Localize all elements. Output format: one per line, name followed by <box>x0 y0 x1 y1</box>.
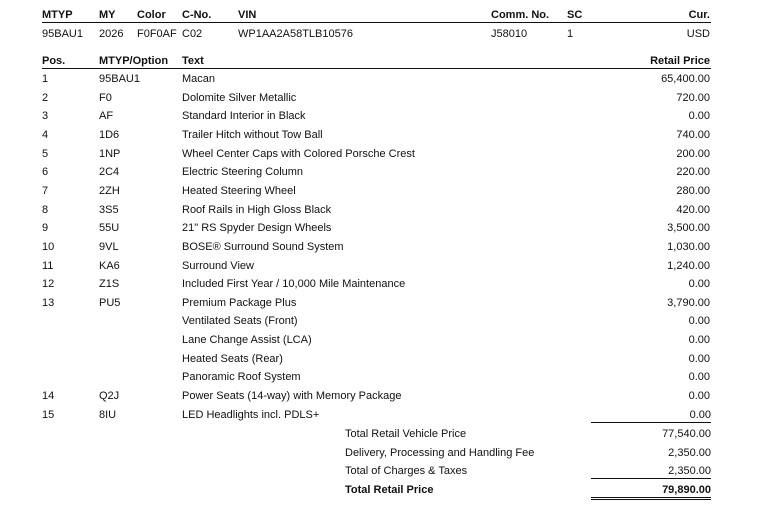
row-code: Q2J <box>99 390 120 403</box>
row-text: Standard Interior in Black <box>182 110 306 123</box>
row-pos: 4 <box>42 128 49 141</box>
header-label-vin: VIN <box>238 9 257 21</box>
row-text: Lane Change Assist (LCA) <box>182 334 312 347</box>
row-price: 3,790.00 <box>667 296 710 309</box>
row-text: Electric Steering Column <box>182 166 304 179</box>
row-pos: 15 <box>42 408 55 421</box>
header-label-cno: C-No. <box>182 9 212 21</box>
row-price: 0.00 <box>688 315 710 328</box>
row-text: Roof Rails in High Gloss Black <box>182 203 332 216</box>
options-header-pos: Pos. <box>42 55 66 67</box>
row-code: KA6 <box>99 259 120 272</box>
total-value: 2,350.00 <box>591 464 711 479</box>
row-price: 200.00 <box>676 147 710 160</box>
total-retail-price-label: Total Retail Price <box>345 483 434 496</box>
row-code: 2ZH <box>99 184 120 197</box>
row-code: PU5 <box>99 296 121 309</box>
options-header-code: MTYP/Option <box>99 55 169 67</box>
row-price: 420.00 <box>676 203 710 216</box>
header-value-color: F0F0AF <box>137 28 177 40</box>
row-price: 720.00 <box>676 91 710 104</box>
row-pos: 5 <box>42 147 49 160</box>
row-price: 0.00 <box>688 278 710 291</box>
row-code: Z1S <box>99 278 120 291</box>
row-code: 55U <box>99 222 120 235</box>
total-label: Delivery, Processing and Handling Fee <box>345 446 535 459</box>
row-code: 9VL <box>99 240 119 253</box>
header-value-my: 2026 <box>99 28 124 40</box>
row-pos: 9 <box>42 222 49 235</box>
options-header-divider <box>42 68 711 69</box>
row-price: 1,030.00 <box>667 240 710 253</box>
row-code: F0 <box>99 91 112 104</box>
total-label: Total of Charges & Taxes <box>345 465 468 478</box>
row-pos: 11 <box>42 259 54 272</box>
header-divider <box>42 22 711 23</box>
row-text: LED Headlights incl. PDLS+ <box>182 408 320 421</box>
header-value-vin: WP1AA2A58TLB10576 <box>238 28 353 40</box>
row-text: Heated Steering Wheel <box>182 184 296 197</box>
row-text: Ventilated Seats (Front) <box>182 315 298 328</box>
row-pos: 3 <box>42 110 49 123</box>
row-price: 280.00 <box>676 184 710 197</box>
header-value-commno: J58010 <box>491 28 528 40</box>
header-value-currency: USD <box>686 28 710 40</box>
total-retail-price-value: 79,890.00 <box>591 483 711 500</box>
row-price: 0.00 <box>688 334 710 347</box>
row-text: Macan <box>182 73 216 85</box>
row-pos: 12 <box>42 278 55 291</box>
row-code: 1NP <box>99 147 121 160</box>
row-text: Wheel Center Caps with Colored Porsche Crest <box>182 147 415 160</box>
row-price: 0.00 <box>688 390 710 403</box>
row-price: 1,240.00 <box>667 259 710 272</box>
row-text: Trailer Hitch without Tow Ball <box>182 128 323 141</box>
row-code: 95BAU1 <box>99 73 140 85</box>
row-code: 1D6 <box>99 128 120 141</box>
row-price: 3,500.00 <box>667 222 710 235</box>
options-header-price: Retail Price <box>650 55 710 67</box>
row-text: Included First Year / 10,000 Mile Maintenance <box>182 278 406 291</box>
header-value-cno: C02 <box>182 28 203 40</box>
total-label: Total Retail Vehicle Price <box>345 428 467 440</box>
row-pos: 1 <box>42 73 49 85</box>
header-label-currency: Cur. <box>688 9 710 21</box>
row-pos: 2 <box>42 91 49 104</box>
row-code: 3S5 <box>99 203 119 216</box>
row-pos: 7 <box>42 184 49 197</box>
row-pos: 13 <box>42 296 55 309</box>
row-text: 21" RS Spyder Design Wheels <box>182 222 332 235</box>
row-price: 0.00 <box>688 371 710 384</box>
header-label-commno: Comm. No. <box>491 9 550 21</box>
row-text: Surround View <box>182 259 254 272</box>
row-price: 0.00 <box>688 110 710 123</box>
row-pos: 8 <box>42 203 49 216</box>
row-price: 0.00 <box>591 408 711 423</box>
row-text: Dolomite Silver Metallic <box>182 91 297 104</box>
row-text: Panoramic Roof System <box>182 371 301 384</box>
header-value-sc: 1 <box>567 28 574 40</box>
row-text: Premium Package Plus <box>182 296 297 309</box>
row-pos: 14 <box>42 390 55 403</box>
options-header-text: Text <box>182 55 204 67</box>
row-text: Heated Seats (Rear) <box>182 352 283 365</box>
row-pos: 6 <box>42 166 49 179</box>
total-value: 2,350.00 <box>668 446 711 459</box>
row-text: BOSE® Surround Sound System <box>182 240 344 253</box>
row-code: 8IU <box>99 408 117 421</box>
header-label-sc: SC <box>567 9 583 21</box>
row-code: 2C4 <box>99 166 120 179</box>
row-price: 220.00 <box>676 166 710 179</box>
header-label-color: Color <box>137 9 166 21</box>
row-price: 65,400.00 <box>661 73 710 85</box>
header-label-mtyp: MTYP <box>42 9 73 21</box>
row-code: AF <box>99 110 114 123</box>
header-value-mtyp: 95BAU1 <box>42 28 83 40</box>
row-price: 740.00 <box>676 128 710 141</box>
header-label-my: MY <box>99 9 116 21</box>
row-text: Power Seats (14-way) with Memory Package <box>182 390 402 403</box>
total-value: 77,540.00 <box>662 428 711 440</box>
row-pos: 10 <box>42 240 55 253</box>
row-price: 0.00 <box>688 352 710 365</box>
